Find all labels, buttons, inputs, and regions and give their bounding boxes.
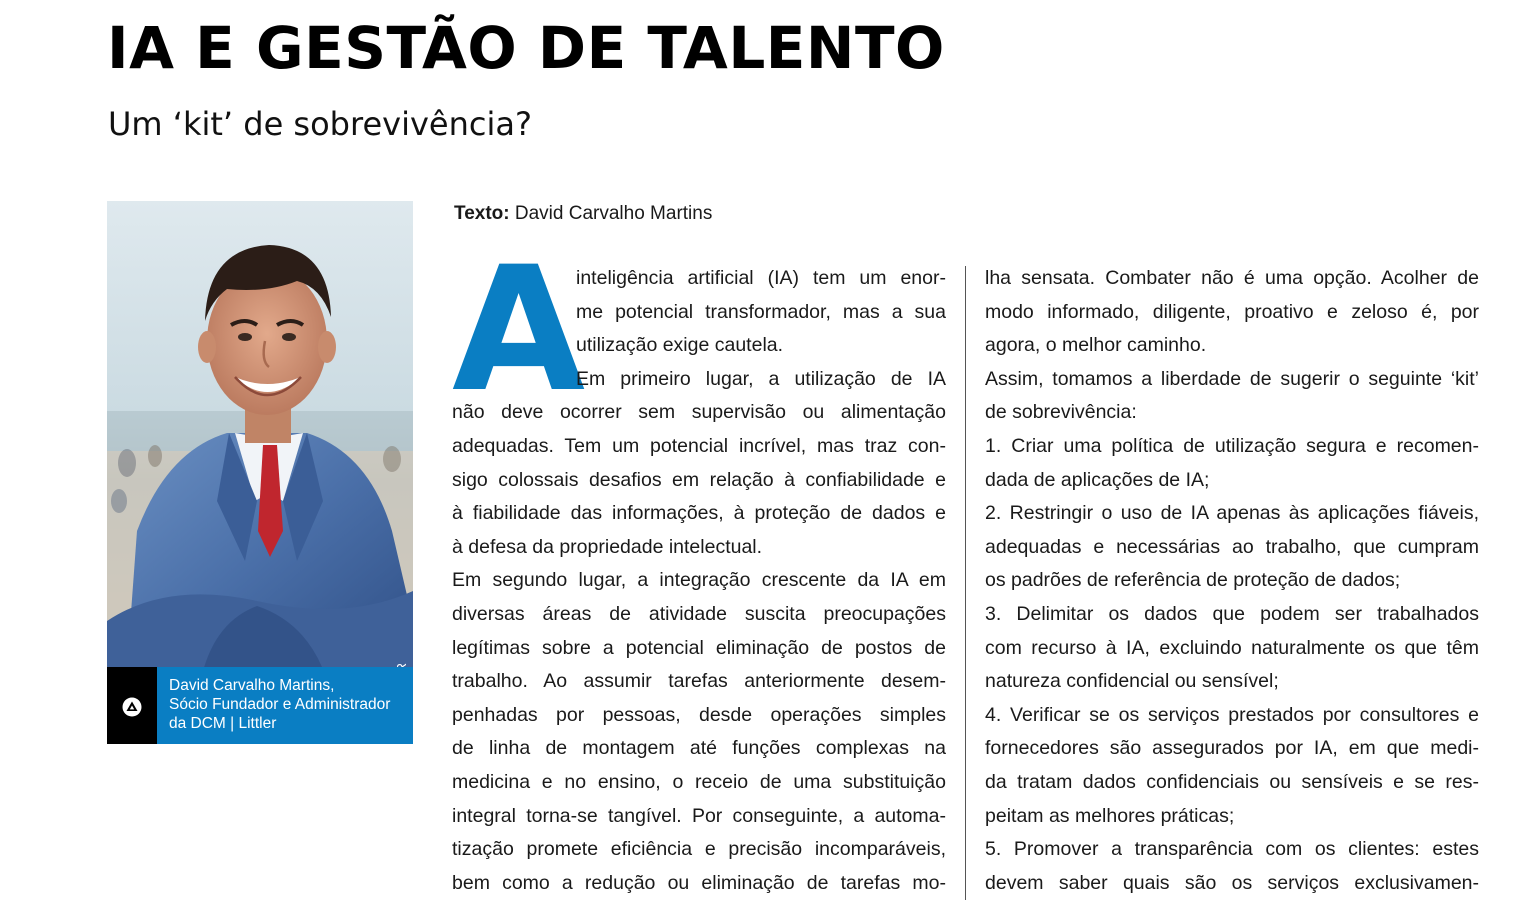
caption-line: Sócio Fundador e Administrador xyxy=(169,696,391,713)
list-item-line: peitam as melhores práticas; xyxy=(985,804,1235,827)
body-line: não deve ocorrer sem supervisão ou alimentação xyxy=(452,401,946,424)
body-line: sigo colossais desafios em relação à confiabilidade e xyxy=(452,468,946,491)
body-line: de sobrevivência: xyxy=(985,401,1137,424)
list-item-line: adequadas e necessárias ao trabalho, que cumpram xyxy=(985,535,1479,558)
body-line: agora, o melhor caminho. xyxy=(985,334,1207,357)
list-item-line: fornecedores são assegurados por IA, em que medi- xyxy=(985,737,1479,760)
list-item-line: natureza confidencial ou sensível; xyxy=(985,670,1279,693)
list-item-line: 4. Verificar se os serviços prestados por consultores e xyxy=(985,703,1479,726)
byline-label: Texto: xyxy=(454,203,510,224)
list-item-line: 2. Restringir o uso de IA apenas às aplicações fiáveis, xyxy=(985,502,1479,525)
body-line: bem como a redução ou eliminação de tarefas mo- xyxy=(452,871,946,894)
body-line: à fiabilidade das informações, à proteção de dados e xyxy=(452,502,946,525)
article-column-2 xyxy=(985,262,1479,900)
list-item-line: os padrões de referência de proteção de dados; xyxy=(985,569,1401,592)
caption-marker xyxy=(107,667,157,744)
body-line: diversas áreas de atividade suscita preocupações xyxy=(452,602,946,625)
body-line: utilização exige cautela. xyxy=(576,334,784,357)
article-column-1 xyxy=(452,229,946,900)
byline xyxy=(454,201,712,227)
body-line: me potencial transformador, mas a sua xyxy=(576,300,946,323)
body-line: trabalho. Ao assumir tarefas anteriormente desem- xyxy=(452,670,946,693)
triangle-in-circle-icon xyxy=(122,697,142,717)
body-line: Em segundo lugar, a integração crescente da IA em xyxy=(452,569,946,592)
body-line: lha sensata. Combater não é uma opção. Acolher de xyxy=(985,267,1479,289)
body-line: inteligência artificial (IA) tem um enor- xyxy=(576,267,946,289)
caption-line: da DCM | Littler xyxy=(169,715,277,732)
list-item-line: 1. Criar uma política de utilização segura e recomen- xyxy=(985,434,1479,457)
list-item-line: dada de aplicações de IA; xyxy=(985,468,1210,491)
body-line: penhadas por pessoas, desde operações simples xyxy=(452,703,946,726)
body-line: legítimas sobre a potencial eliminação de postos de xyxy=(452,636,946,659)
author-portrait-illustration xyxy=(107,201,413,667)
article-title: IA E GESTÃO DE TALENTO xyxy=(107,14,945,82)
author-photo xyxy=(107,201,413,667)
body-line: Assim, tomamos a liberdade de sugerir o seguinte ‘kit’ xyxy=(985,367,1479,390)
list-item-line: 5. Promover a transparência com os clientes: estes xyxy=(985,838,1479,861)
body-line: adequadas. Tem um potencial incrível, mas traz con- xyxy=(452,434,946,457)
list-item-line: 3. Delimitar os dados que podem ser trabalhados xyxy=(985,602,1479,625)
list-item-line: da tratam dados confidenciais ou sensíveis e se res- xyxy=(985,770,1479,793)
body-line: medicina e no ensino, o receio de uma substituição xyxy=(452,770,946,793)
body-line: Em primeiro lugar, a utilização de IA xyxy=(576,367,946,390)
body-line: tização promete eficiência e precisão incomparáveis, xyxy=(452,838,946,861)
byline-author: David Carvalho Martins xyxy=(514,203,713,224)
body-line: integral torna-se tangível. Por conseguinte, a automa- xyxy=(452,804,946,827)
list-item-line: com recurso à IA, excluindo naturalmente os que têm xyxy=(985,636,1479,659)
caption-line: David Carvalho Martins, xyxy=(169,677,335,694)
caption-text xyxy=(157,667,413,744)
author-photo-block xyxy=(107,201,413,744)
body-line: modo informado, diligente, proativo e zeloso é, por xyxy=(985,300,1479,323)
list-item-line: devem saber quais são os serviços exclusivamen- xyxy=(985,871,1479,894)
column-divider xyxy=(965,266,966,900)
article-subtitle: Um ‘kit’ de sobrevivência? xyxy=(108,105,532,143)
drop-cap: A xyxy=(452,229,584,430)
body-line: de linha de montagem até funções complexas na xyxy=(452,737,946,760)
photo-caption xyxy=(107,667,413,744)
body-line: à defesa da propriedade intelectual. xyxy=(452,535,763,558)
